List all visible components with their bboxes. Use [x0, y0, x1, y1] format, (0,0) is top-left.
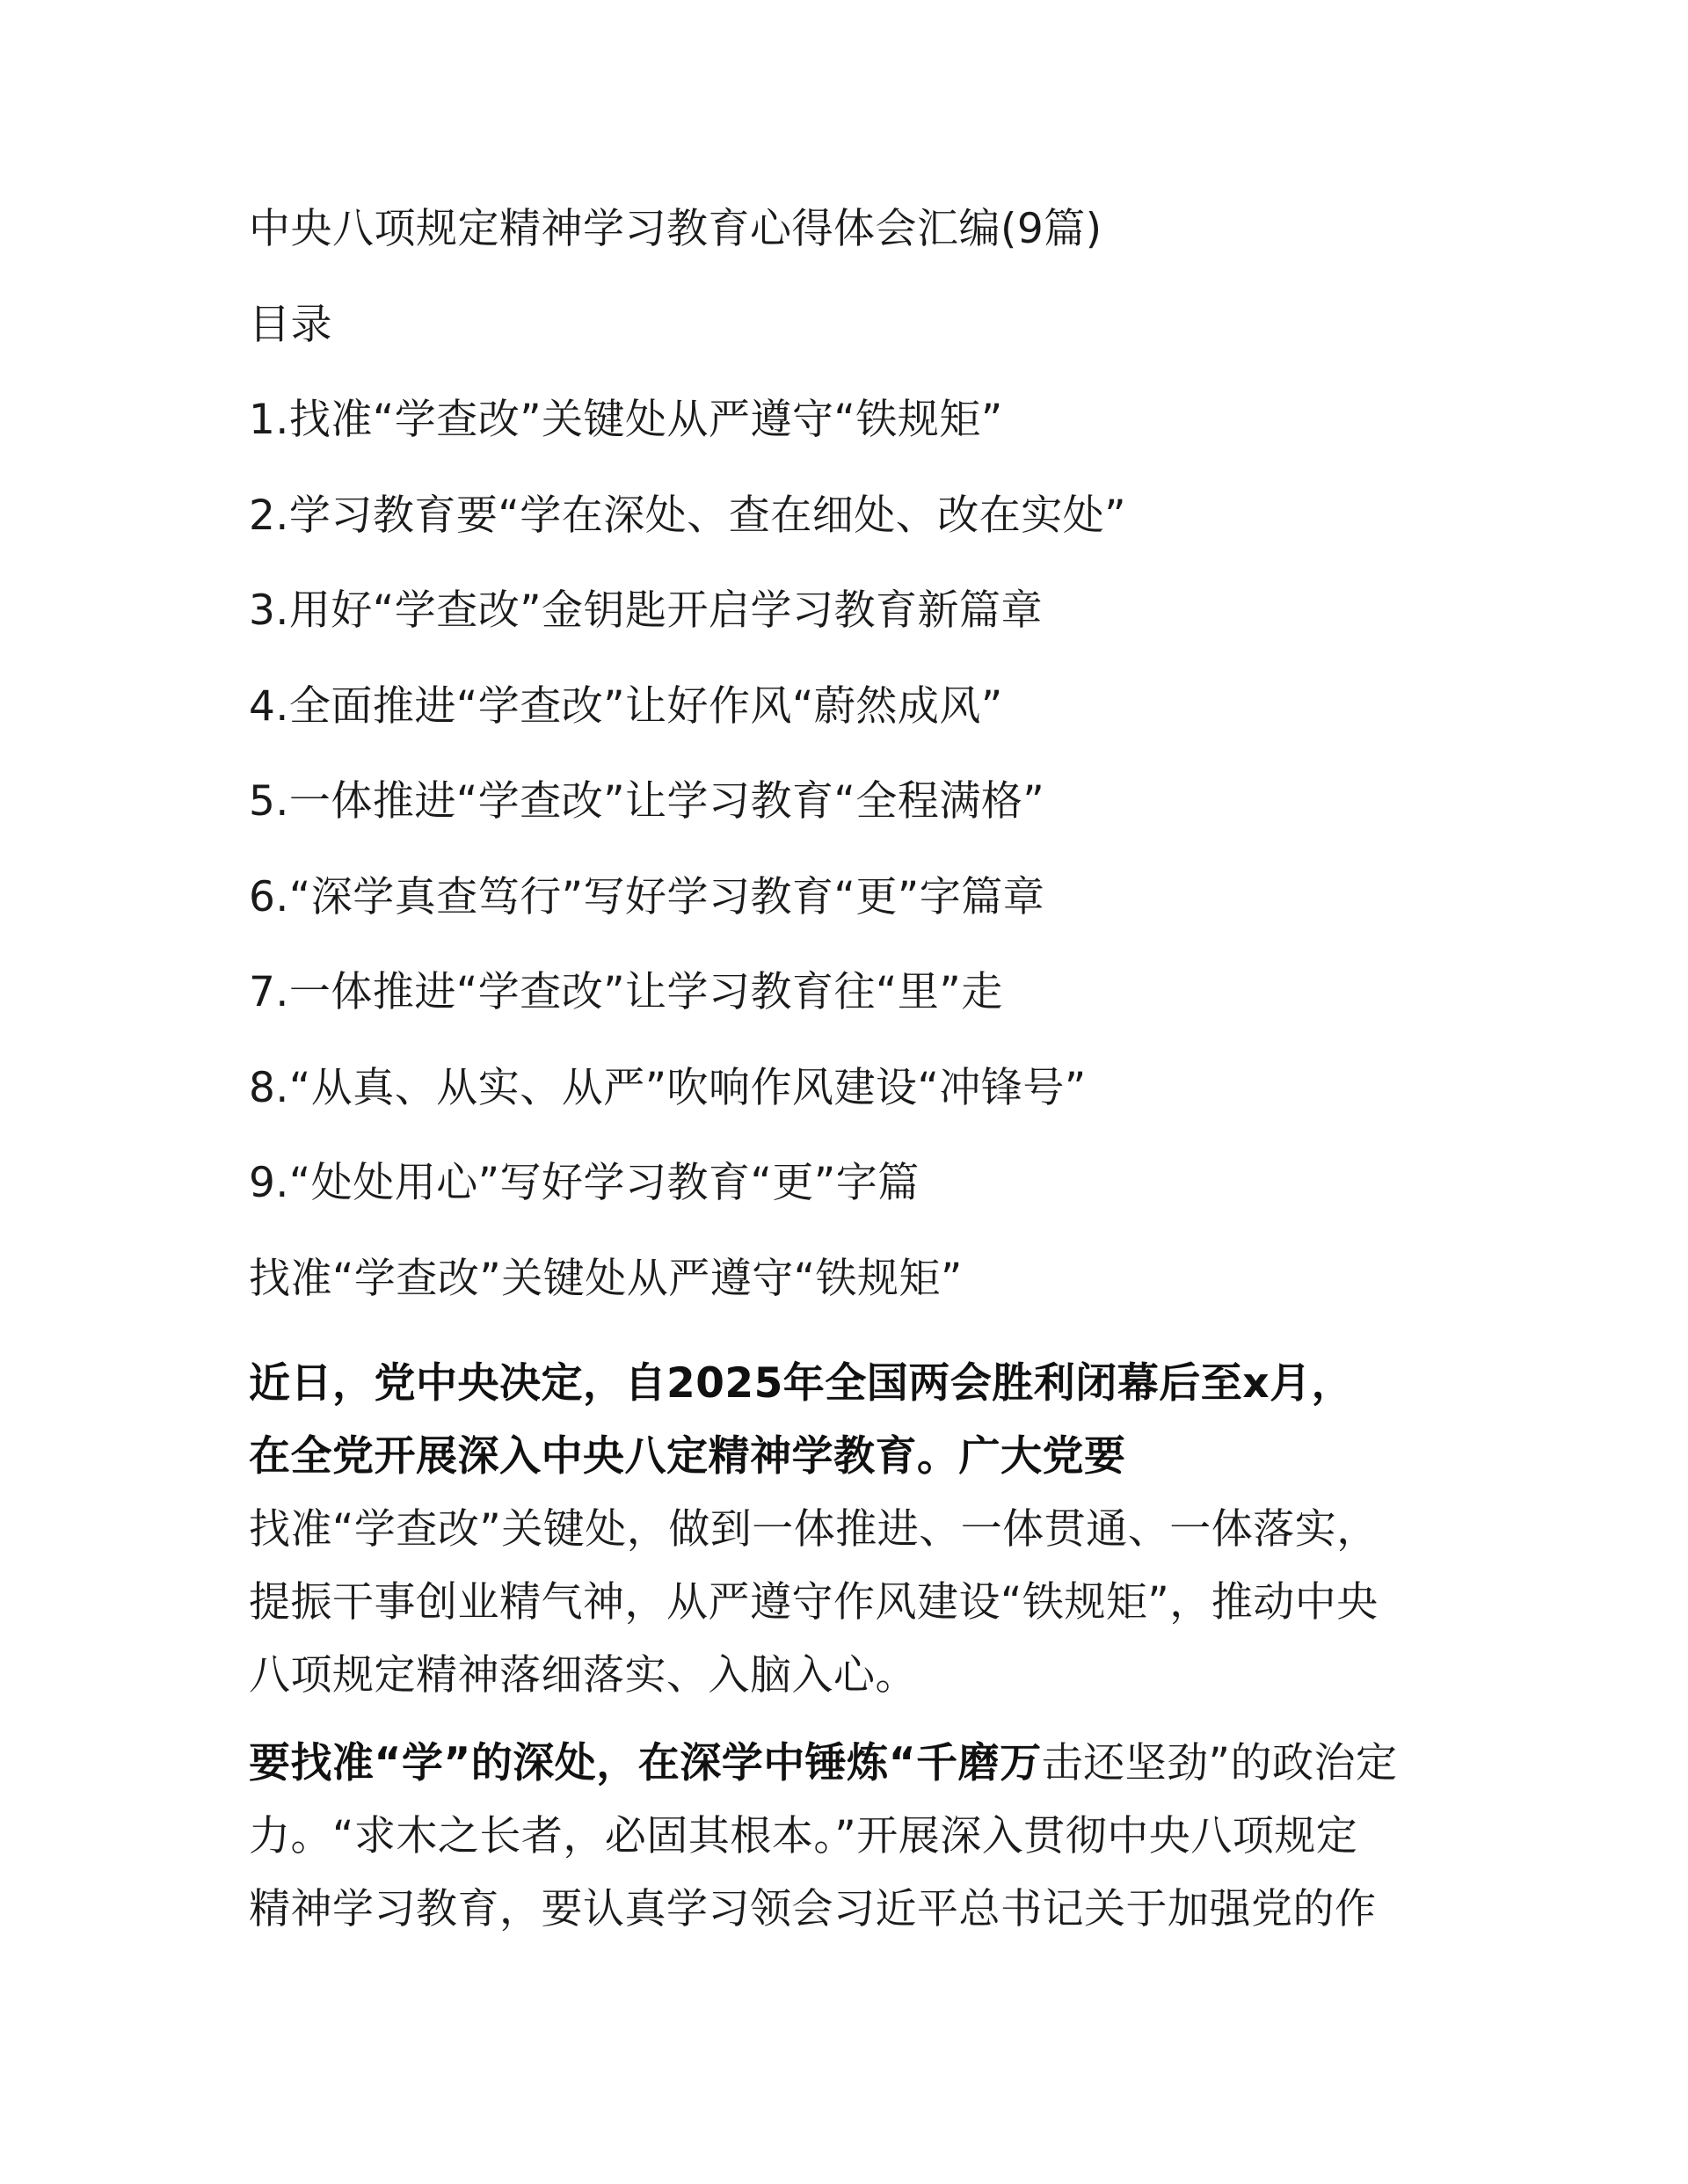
body-paragraph — [249, 1347, 1444, 1712]
toc-item: 8.“从真、从实、从严”吹响作风建设“冲锋号” — [249, 1064, 1087, 1112]
paragraph-lead: 要找准“学”的深处，在深学中锤炼“千磨万 — [249, 1739, 1042, 1787]
paragraph-line: 八项规定精神落细落实、入脑入心。 — [249, 1651, 917, 1700]
paragraph-line — [249, 1727, 1444, 1800]
toc-item: 5.一体推进“学查改”让学习教育“全程满格” — [249, 777, 1045, 826]
section-heading: 找准“学查改”关键处从严遵守“铁规矩” — [249, 1255, 963, 1303]
paragraph-line: 力。“求木之长者，必固其根本。”开展深入贯彻中央八项规定 — [249, 1812, 1358, 1860]
toc-item: 2.学习教育要“学在深处、查在细处、改在实处” — [249, 491, 1127, 540]
paragraph-line: 近日，党中央决定，自2025年全国两会胜利闭幕后至x月， — [249, 1359, 1354, 1408]
toc-item: 1.找准“学查改”关键处从严遵守“铁规矩” — [249, 396, 1003, 444]
toc-heading: 目录 — [249, 301, 332, 349]
body-paragraph — [249, 1727, 1444, 1946]
toc-item: 3.用好“学查改”金钥匙开启学习教育新篇章 — [249, 586, 1044, 635]
document-title: 中央八项规定精神学习教育心得体会汇编(9篇) — [249, 205, 1102, 253]
paragraph-line: 提振干事创业精气神，从严遵守作风建设“铁规矩”，推动中央 — [249, 1578, 1379, 1627]
paragraph-line: 精神学习教育，要认真学习领会习近平总书记关于加强党的作 — [249, 1885, 1377, 1933]
paragraph-line: 在全党开展深入中央八定精神学教育。广大党要 — [249, 1432, 1126, 1481]
toc-item: 9.“处处用心”写好学习教育“更”字篇 — [249, 1159, 920, 1207]
paragraph-lead-rest: 击还坚劲”的政治定 — [1041, 1739, 1398, 1787]
paragraph-line: 找准“学查改”关键处，做到一体推进、一体贯通、一体落实， — [249, 1505, 1379, 1554]
toc-item: 7.一体推进“学查改”让学习教育往“里”走 — [249, 968, 1003, 1016]
toc-item: 6.“深学真查笃行”写好学习教育“更”字篇章 — [249, 873, 1045, 921]
toc-item: 4.全面推进“学查改”让好作风“蔚然成风” — [249, 682, 1003, 731]
